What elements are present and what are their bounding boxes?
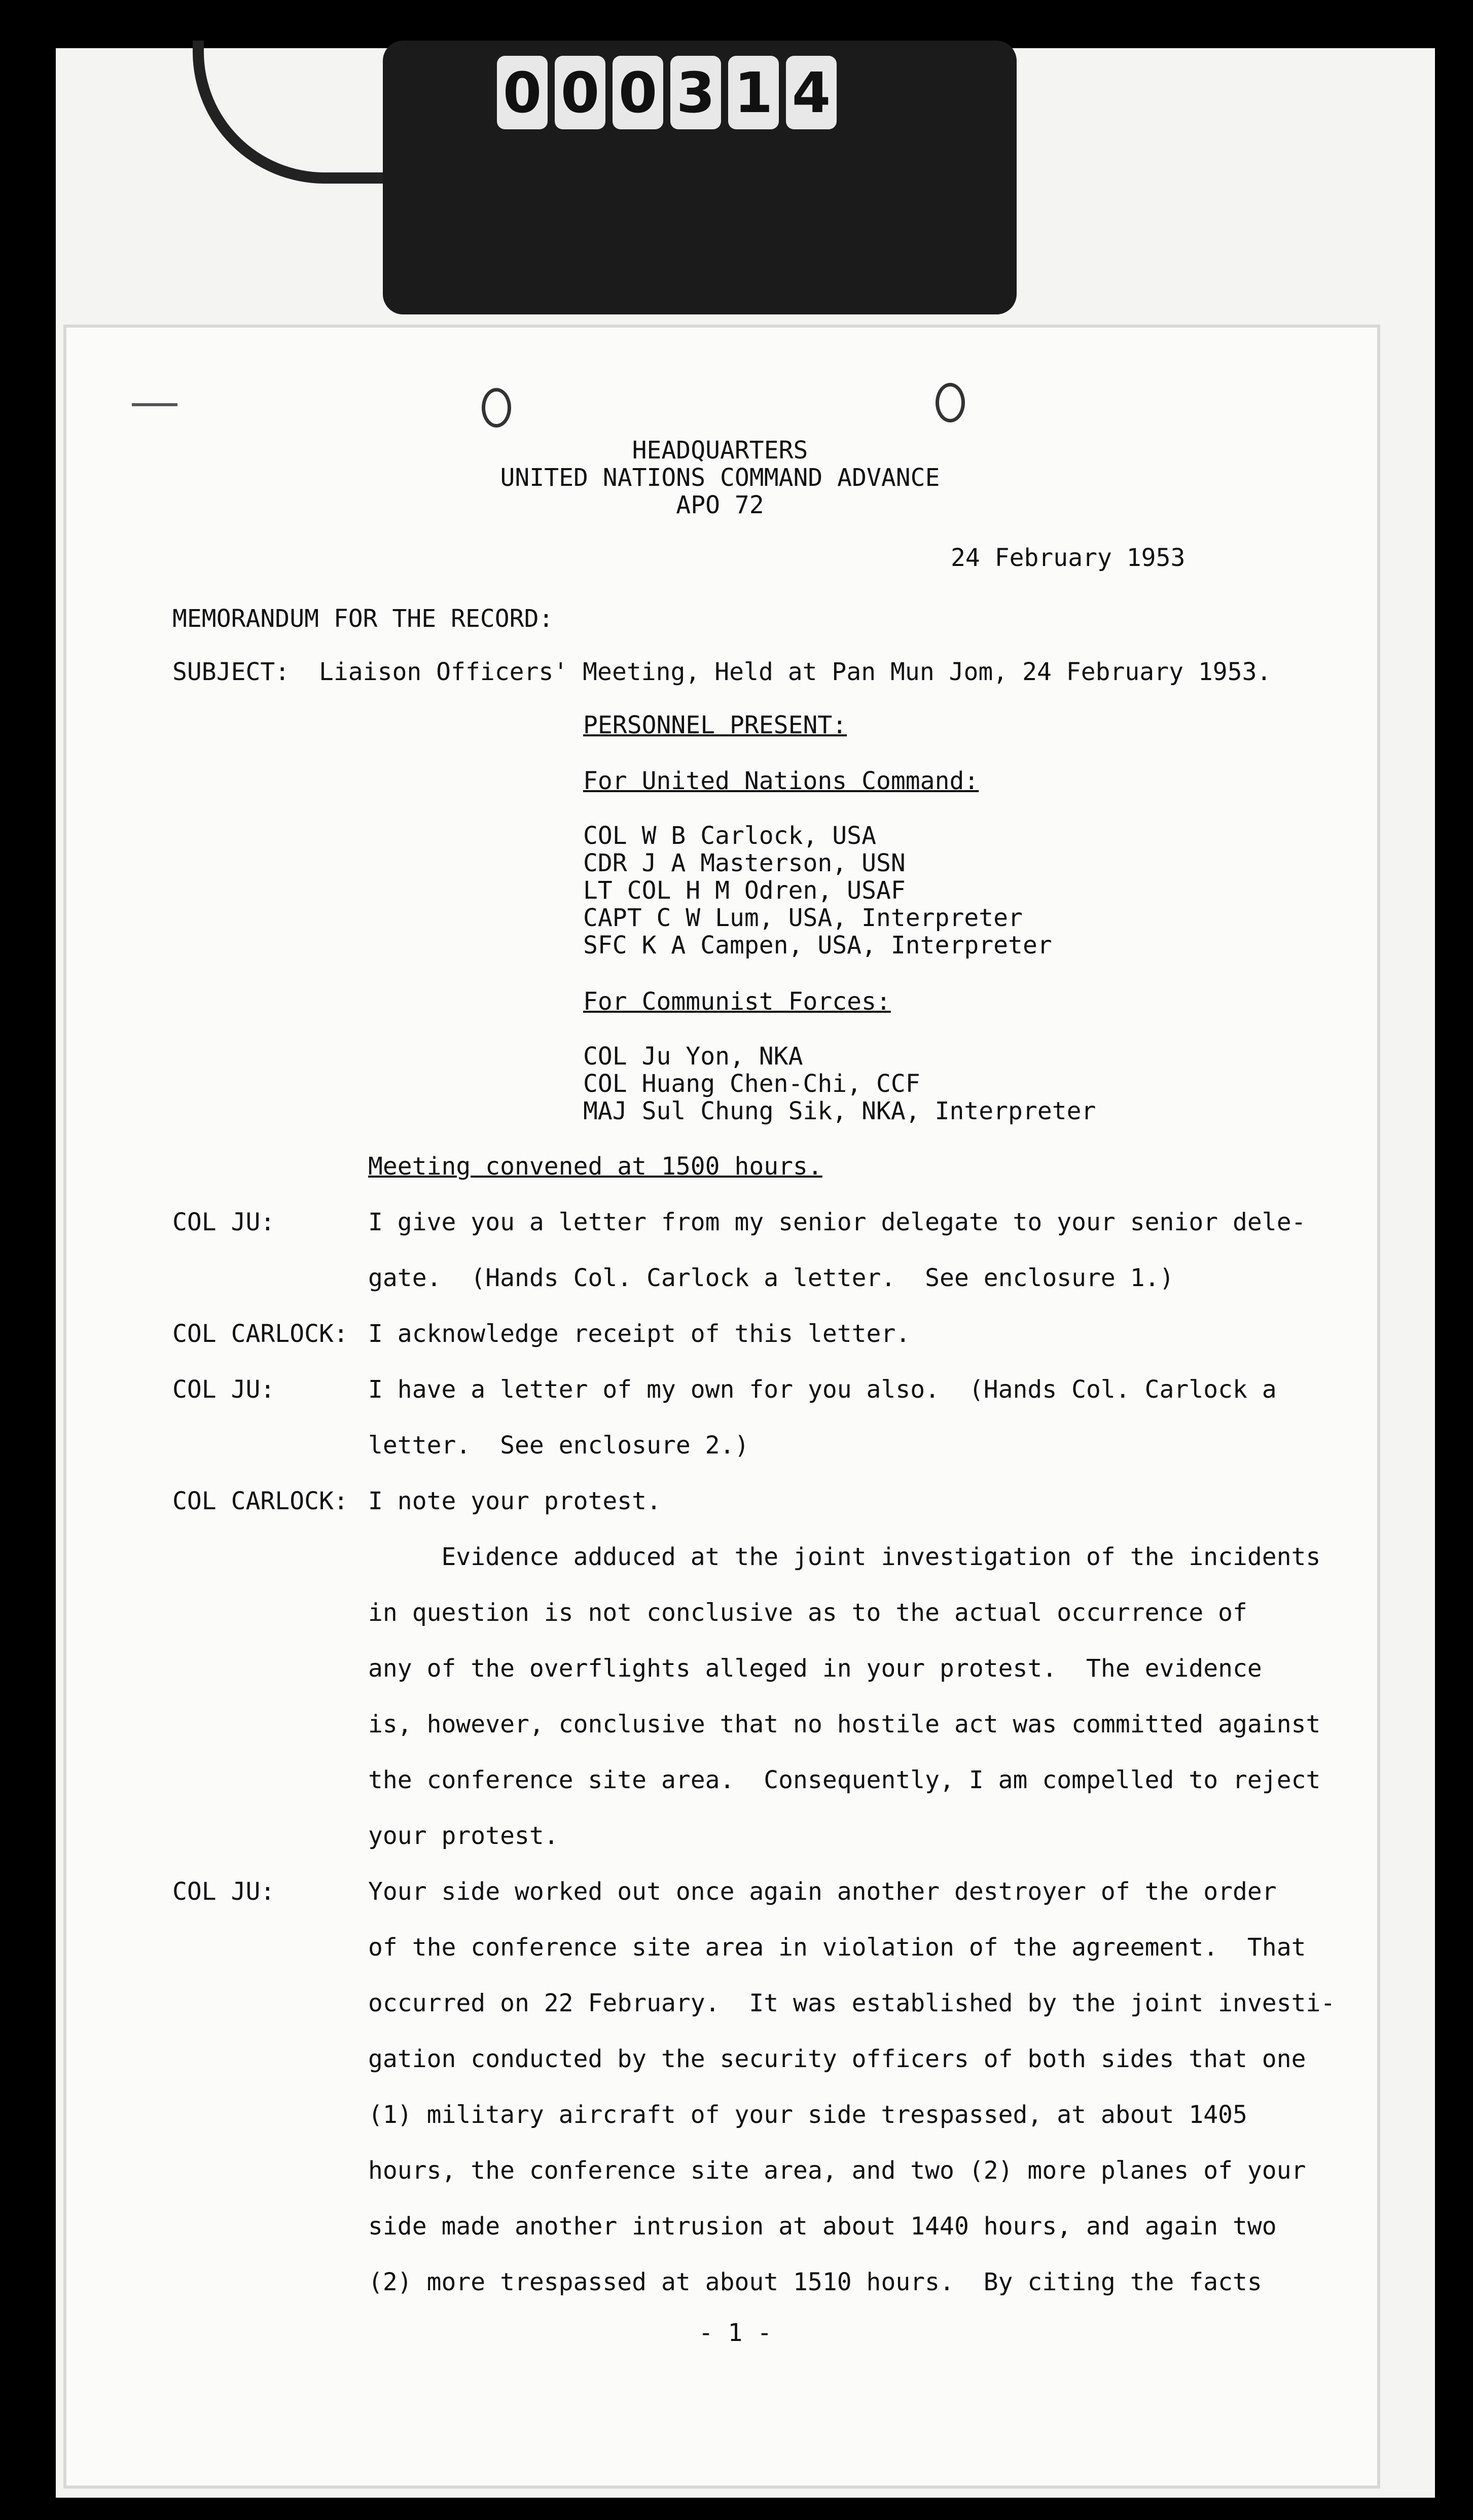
dialogue-line: in question is not conclusive as to the actual occurrence of bbox=[368, 1599, 1247, 1627]
memo-date: 24 February 1953 bbox=[951, 544, 1185, 572]
communist-member: COL Ju Yon, NKA bbox=[583, 1042, 803, 1071]
page-number: - 1 - bbox=[698, 2319, 772, 2347]
punch-hole-left bbox=[482, 388, 511, 428]
personnel-heading: PERSONNEL PRESENT: bbox=[583, 711, 847, 739]
counter-digit: 0 bbox=[497, 56, 548, 129]
dialogue-line: I have a letter of my own for you also. (Hands Col. Carlock a bbox=[368, 1375, 1277, 1404]
dialogue-line: side made another intrusion at about 1440 hours, and again two bbox=[368, 2212, 1277, 2241]
memo-subject: SUBJECT: Liaison Officers' Meeting, Held at Pan Mun Jom, 24 February 1953. bbox=[172, 658, 1272, 686]
dialogue-line: (1) military aircraft of your side trespassed, at about 1405 bbox=[368, 2101, 1247, 2129]
un-command-heading: For United Nations Command: bbox=[583, 767, 979, 795]
dialogue-line: your protest. bbox=[368, 1822, 559, 1850]
un-member: SFC K A Campen, USA, Interpreter bbox=[583, 931, 1052, 960]
frame-counter-display bbox=[497, 56, 852, 132]
letterhead-line-2: UNITED NATIONS COMMAND ADVANCE bbox=[500, 464, 940, 492]
dialogue-line: I give you a letter from my senior delegate to your senior dele- bbox=[368, 1208, 1306, 1236]
un-member: CDR J A Masterson, USN bbox=[583, 849, 906, 877]
speaker-label: COL JU: bbox=[172, 1877, 275, 1906]
dialogue-line: I note your protest. bbox=[368, 1487, 661, 1515]
meeting-convened: Meeting convened at 1500 hours. bbox=[368, 1152, 822, 1181]
dialogue-line: of the conference site area in violation of the agreement. That bbox=[368, 1933, 1306, 1962]
speaker-label: COL JU: bbox=[172, 1208, 275, 1236]
dialogue-line: letter. See enclosure 2.) bbox=[368, 1431, 749, 1460]
un-member: COL W B Carlock, USA bbox=[583, 822, 876, 850]
counter-digit: 3 bbox=[670, 56, 721, 129]
communist-member: COL Huang Chen-Chi, CCF bbox=[583, 1070, 920, 1098]
dialogue-line: Evidence adduced at the joint investigation of the incidents bbox=[368, 1543, 1321, 1571]
communist-forces-heading: For Communist Forces: bbox=[583, 987, 891, 1016]
dialogue-line: I acknowledge receipt of this letter. bbox=[368, 1320, 911, 1348]
punch-hole-right bbox=[936, 383, 965, 422]
dialogue-line: Your side worked out once again another destroyer of the order bbox=[368, 1877, 1277, 1906]
un-member: CAPT C W Lum, USA, Interpreter bbox=[583, 904, 1023, 932]
margin-mark bbox=[132, 403, 177, 406]
memo-for-record: MEMORANDUM FOR THE RECORD: bbox=[172, 605, 554, 633]
dialogue-line: hours, the conference site area, and two (2) more planes of your bbox=[368, 2156, 1306, 2185]
letterhead-line-3: APO 72 bbox=[676, 491, 764, 519]
dialogue-line: gate. (Hands Col. Carlock a letter. See enclosure 1.) bbox=[368, 1264, 1174, 1292]
speaker-label: COL JU: bbox=[172, 1375, 275, 1404]
counter-digit: 4 bbox=[786, 56, 837, 129]
counter-digit: 1 bbox=[728, 56, 779, 129]
dialogue-line: (2) more trespassed at about 1510 hours. By citing the facts bbox=[368, 2268, 1262, 2296]
counter-digit: 0 bbox=[555, 56, 605, 129]
speaker-label: COL CARLOCK: bbox=[172, 1487, 348, 1515]
communist-member: MAJ Sul Chung Sik, NKA, Interpreter bbox=[583, 1097, 1096, 1125]
speaker-label: COL CARLOCK: bbox=[172, 1320, 348, 1348]
dialogue-line: gation conducted by the security officers of both sides that one bbox=[368, 2045, 1306, 2073]
dialogue-line: is, however, conclusive that no hostile act was committed against bbox=[368, 1710, 1321, 1738]
un-member: LT COL H M Odren, USAF bbox=[583, 876, 906, 905]
letterhead-line-1: HEADQUARTERS bbox=[632, 436, 808, 465]
dialogue-line: the conference site area. Consequently, I am compelled to reject bbox=[368, 1766, 1321, 1794]
counter-digit: 0 bbox=[613, 56, 663, 129]
dialogue-line: occurred on 22 February. It was established by the joint investi- bbox=[368, 1989, 1336, 2017]
dialogue-line: any of the overflights alleged in your protest. The evidence bbox=[368, 1654, 1262, 1683]
